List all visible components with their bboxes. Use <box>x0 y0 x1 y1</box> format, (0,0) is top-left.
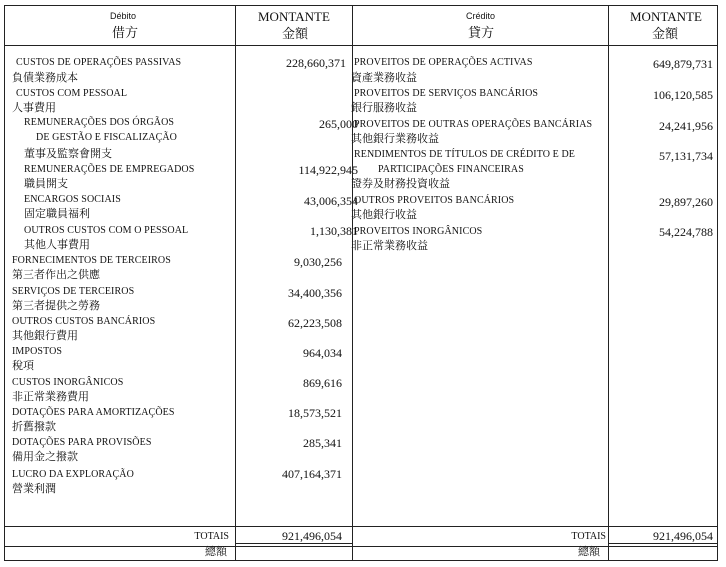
debit-label-zh: 稅項 <box>12 360 34 372</box>
credit-header-pt: Crédito <box>466 11 496 21</box>
debit-value: 964,034 <box>303 346 342 360</box>
credit-label: OUTROS PROVEITOS BANCÁRIOS <box>354 195 515 206</box>
credit-label: PROVEITOS INORGÂNICOS <box>354 226 483 237</box>
debit-label: OUTROS CUSTOS BANCÁRIOS <box>12 316 156 327</box>
debit-value: 18,573,521 <box>288 406 342 420</box>
rule-right <box>717 5 718 561</box>
credit-value: 24,241,956 <box>659 119 713 133</box>
debit-value: 62,223,508 <box>288 316 342 330</box>
credit-label: PROVEITOS DE SERVIÇOS BANCÁRIOS <box>354 88 539 99</box>
credit-label-zh: 銀行服務收益 <box>351 102 417 114</box>
debit-header-pt: Débito <box>110 11 137 21</box>
credit-value: 57,131,734 <box>659 149 713 163</box>
debit-header-zh: 借方 <box>112 25 139 40</box>
debit-montante-zh: 金額 <box>282 26 309 41</box>
debit-label-zh: 其他人事費用 <box>24 239 90 251</box>
credit-label: RENDIMENTOS DE TÍTULOS DE CRÉDITO E DE <box>354 149 576 160</box>
debit-value: 285,341 <box>303 436 342 450</box>
debit-label: IMPOSTOS <box>12 346 63 357</box>
debit-label-zh: 職員開支 <box>24 178 68 190</box>
credit-label-zh: 其他銀行業務收益 <box>351 133 439 145</box>
debit-label: REMUNERAÇÕES DE EMPREGADOS <box>24 164 195 175</box>
debit-value: 114,922,945 <box>298 163 358 177</box>
debit-label: SERVIÇOS DE TERCEIROS <box>12 286 135 297</box>
credit-label-zh: 其他銀行收益 <box>351 209 417 221</box>
debit-label-zh: 董事及監察會開支 <box>24 148 112 160</box>
debit-label: LUCRO DA EXPLORAÇÃO <box>12 469 134 480</box>
debit-label-zh: 負債業務成本 <box>12 72 78 84</box>
rule-totals-bottom <box>4 546 718 547</box>
debit-label: ENCARGOS SOCIAIS <box>24 194 121 205</box>
debit-value: 9,030,256 <box>294 255 342 269</box>
debit-label: REMUNERAÇÕES DOS ÓRGÃOS <box>24 117 175 128</box>
debit-label: OUTROS CUSTOS COM O PESSOAL <box>24 225 189 236</box>
debit-label: DOTAÇÕES PARA PROVISÕES <box>12 437 152 448</box>
credit-montante: MONTANTE <box>630 9 702 24</box>
credit-total-value: 921,496,054 <box>653 529 713 543</box>
debit-label-zh: 第三者提供之勞務 <box>12 300 100 312</box>
debit-label-zh: 備用金之撥款 <box>12 451 78 463</box>
debit-value: 1,130,381 <box>310 224 358 238</box>
debit-label: FORNECIMENTOS DE TERCEIROS <box>12 255 171 266</box>
rule-credit-amount-left <box>608 5 609 561</box>
credit-header-zh: 貸方 <box>468 25 495 40</box>
rule-left <box>4 5 5 561</box>
debit-totals-label: TOTAIS <box>194 531 229 542</box>
rule-debit-total-double <box>235 543 352 544</box>
debit-value: 43,006,354 <box>304 194 358 208</box>
debit-label-zh: 第三者作出之供應 <box>12 269 100 281</box>
debit-label-zh: 人事費用 <box>12 102 56 114</box>
credit-label: PROVEITOS DE OPERAÇÕES ACTIVAS <box>354 57 533 68</box>
rule-credit-total-double <box>608 543 717 544</box>
debit-value: 34,400,356 <box>288 286 342 300</box>
debit-total-value: 921,496,054 <box>282 529 342 543</box>
credit-value: 106,120,585 <box>653 88 713 102</box>
debit-label: DOTAÇÕES PARA AMORTIZAÇÕES <box>12 407 175 418</box>
debit-label-zh: 固定職員福利 <box>24 208 90 220</box>
credit-value: 54,224,788 <box>659 225 713 239</box>
credit-label-zh: 證券及財務投資收益 <box>351 178 450 190</box>
credit-totals-label: TOTAIS <box>571 531 606 542</box>
credit-label: PROVEITOS DE OUTRAS OPERAÇÕES BANCÁRIAS <box>354 119 593 130</box>
debit-label: CUSTOS INORGÂNICOS <box>12 377 124 388</box>
credit-montante-zh: 金額 <box>652 26 679 41</box>
rule-totals-top <box>4 526 718 527</box>
debit-label: CUSTOS DE OPERAÇÕES PASSIVAS <box>16 57 182 68</box>
rule-middle <box>352 5 353 561</box>
credit-label-zh: 資產業務收益 <box>351 72 417 84</box>
credit-value: 29,897,260 <box>659 195 713 209</box>
debit-label: CUSTOS COM PESSOAL <box>16 88 128 99</box>
credit-label-line2: PARTICIPAÇÕES FINANCEIRAS <box>378 164 524 175</box>
debit-label-zh: 折舊撥款 <box>12 421 56 433</box>
rule-bottom <box>4 560 718 561</box>
credit-totals-label-zh: 總額 <box>578 546 600 558</box>
rule-top <box>4 5 718 6</box>
debit-value: 407,164,371 <box>282 467 342 481</box>
debit-label-zh: 非正常業務費用 <box>12 391 89 403</box>
debit-value: 265,000 <box>319 117 358 131</box>
debit-label-zh: 營業利潤 <box>12 483 56 495</box>
rule-debit-amount-left <box>235 5 236 561</box>
credit-label-zh: 非正常業務收益 <box>351 240 428 252</box>
debit-label-zh: 其他銀行費用 <box>12 330 78 342</box>
debit-totals-label-zh: 總額 <box>205 546 227 558</box>
debit-value: 869,616 <box>303 376 342 390</box>
debit-label-line2: DE GESTÃO E FISCALIZAÇÃO <box>36 132 178 143</box>
debit-value: 228,660,371 <box>286 56 346 70</box>
debit-montante: MONTANTE <box>258 9 330 24</box>
rule-header-bottom <box>4 45 718 46</box>
credit-value: 649,879,731 <box>653 57 713 71</box>
